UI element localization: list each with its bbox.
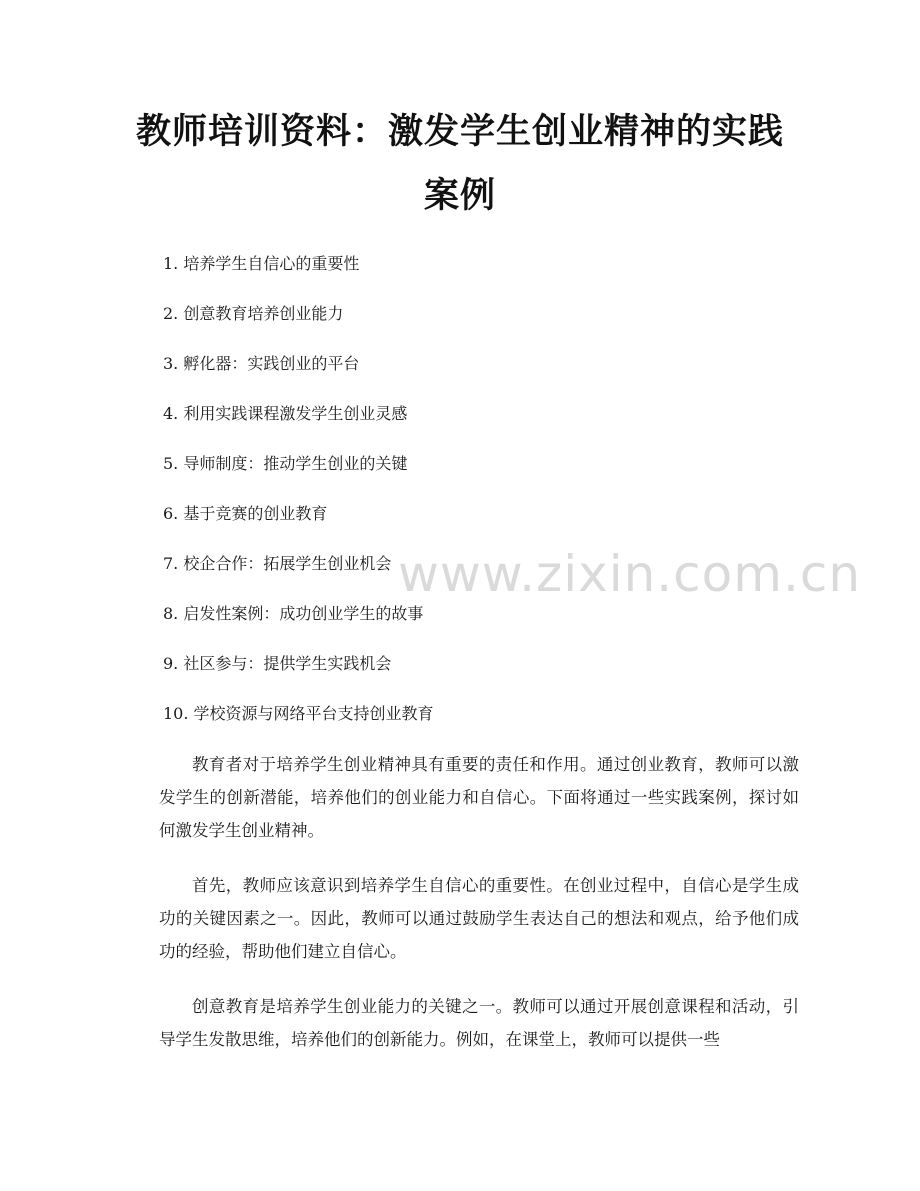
toc-item: 8. 启发性案例：成功创业学生的故事 — [163, 604, 424, 623]
paragraph: 创意教育是培养学生创业能力的关键之一。教师可以通过开展创意课程和活动，引导学生发散思维，培养他们的创新能力。例如，在课堂上，教师可以提供一些 — [159, 997, 799, 1049]
table-of-contents — [163, 249, 434, 749]
document-title: 教师培训资料：激发学生创业精神的实践案例 — [135, 112, 784, 216]
toc-item: 3. 孵化器：实践创业的平台 — [163, 354, 360, 373]
toc-item: 1. 培养学生自信心的重要性 — [163, 254, 360, 273]
paragraph: 首先，教师应该意识到培养学生自信心的重要性。在创业过程中，自信心是学生成功的关键因素之一。因此，教师可以通过鼓励学生表达自己的想法和观点，给予他们成功的经验，帮助他们建立自信心。 — [159, 876, 799, 961]
toc-item: 4. 利用实践课程激发学生创业灵感 — [163, 404, 408, 423]
toc-item: 9. 社区参与：提供学生实践机会 — [163, 654, 392, 673]
toc-item: 2. 创意教育培养创业能力 — [163, 304, 344, 323]
toc-item: 5. 导师制度：推动学生创业的关键 — [163, 454, 408, 473]
toc-item: 7. 校企合作：拓展学生创业机会 — [163, 554, 392, 573]
watermark: www.zixin.com.cn — [398, 545, 862, 603]
toc-item: 10. 学校资源与网络平台支持创业教育 — [163, 704, 434, 723]
body-text — [159, 748, 799, 1078]
toc-item: 6. 基于竞赛的创业教育 — [163, 504, 328, 523]
paragraph: 教育者对于培养学生创业精神具有重要的责任和作用。通过创业教育，教师可以激发学生的创新潜能，培养他们的创业能力和自信心。下面将通过一些实践案例，探讨如何激发学生创业精神。 — [159, 755, 799, 840]
